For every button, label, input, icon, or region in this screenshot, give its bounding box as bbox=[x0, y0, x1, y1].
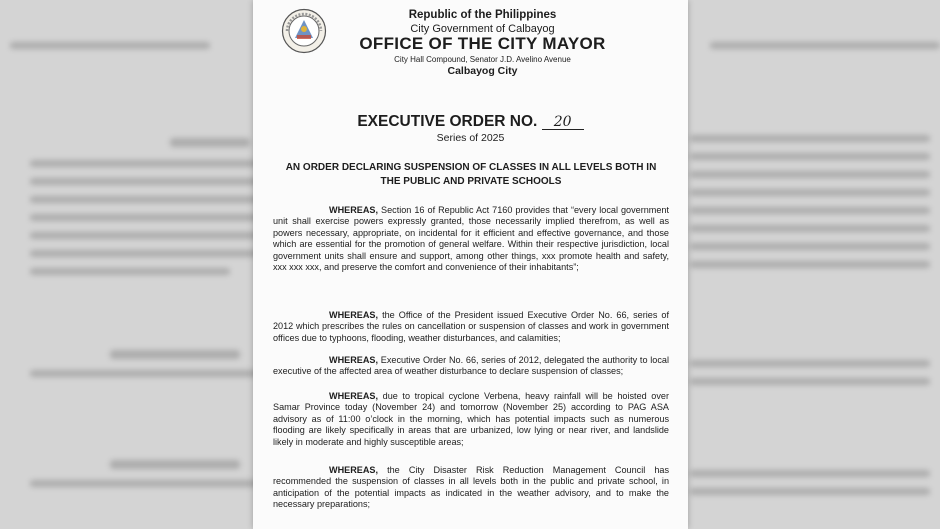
blur-line bbox=[30, 250, 260, 257]
order-number: 20 bbox=[542, 115, 584, 130]
blur-line bbox=[690, 225, 930, 232]
blur-line bbox=[690, 135, 930, 142]
blur-line bbox=[30, 370, 260, 377]
whereas-lead: WHEREAS, bbox=[329, 465, 379, 475]
executive-order-document bbox=[253, 0, 688, 529]
whereas-text: Executive Order No. 66, series of 2012, delegated the authority to local executive of the affected area of weather disturbance to declare suspension of classes; bbox=[273, 355, 669, 377]
blur-line bbox=[170, 138, 250, 147]
header-address: City Hall Compound, Senator J.D. Avelino Avenue bbox=[394, 55, 571, 64]
blur-line bbox=[30, 196, 260, 203]
blur-line bbox=[30, 160, 260, 167]
blur-line bbox=[110, 350, 240, 359]
blur-line bbox=[30, 178, 260, 185]
blur-line bbox=[690, 360, 930, 367]
whereas-lead: WHEREAS, bbox=[329, 355, 379, 365]
blur-line bbox=[30, 268, 230, 275]
blur-line bbox=[690, 207, 930, 214]
blur-line bbox=[690, 488, 930, 495]
header-government: City Government of Calbayog bbox=[410, 23, 555, 35]
whereas-lead: WHEREAS, bbox=[329, 310, 379, 320]
blur-line bbox=[690, 378, 930, 385]
whereas-paragraph bbox=[273, 391, 669, 448]
whereas-paragraph bbox=[273, 465, 669, 511]
whereas-paragraph bbox=[273, 310, 669, 344]
whereas-text: Section 16 of Republic Act 7160 provides that “every local government unit shall exercise powers expressly granted, those necessarily implied therefrom, as well as powers necessary, appropriate, on incidental for it efficient and effective governance, and those which are essential for the promotion of general welfare. Within their respective jurisdiction, local government units shall ensure and support, among other things, xxx promote health and safety, xxx xxx xxx, and preserve the comfort and convenience of their inhabitants”; bbox=[273, 205, 669, 273]
whereas-text: the Office of the President issued Executive Order No. 66, series of 2012 which prescribes the rules on cancellation or suspension of classes and work in government offices due to typhoons, flooding, weather disturbances, and calamities; bbox=[273, 310, 669, 343]
blur-line bbox=[690, 261, 930, 268]
blur-line bbox=[690, 171, 930, 178]
order-title: AN ORDER DECLARING SUSPENSION OF CLASSES IN ALL LEVELS BOTH IN THE PUBLIC AND PRIVATE SCHOOLS bbox=[285, 162, 657, 187]
whereas-lead: WHEREAS, bbox=[329, 391, 379, 401]
blur-line bbox=[30, 480, 260, 487]
blur-line bbox=[690, 243, 930, 250]
blur-line bbox=[30, 214, 260, 221]
order-label: EXECUTIVE ORDER NO. bbox=[357, 113, 538, 130]
blur-line bbox=[690, 153, 930, 160]
header-city: Calbayog City bbox=[447, 65, 518, 77]
header-republic: Republic of the Philippines bbox=[408, 9, 557, 21]
blur-line bbox=[110, 460, 240, 469]
whereas-text: due to tropical cyclone Verbena, heavy rainfall will be hoisted over Samar Province today (November 24) and tomorrow (November 25) according to PAG ASA advisory as of 11:00 o’clock in the morning, which has potential impacts such as numerous flooding are likely specifically in areas that are urbanized, low lying or near river, and landslide likely in moderate and highly susceptible areas; bbox=[273, 391, 669, 447]
whereas-lead: WHEREAS, bbox=[329, 205, 379, 215]
whereas-paragraph bbox=[273, 205, 669, 273]
blur-line bbox=[10, 42, 210, 49]
order-heading bbox=[253, 113, 688, 131]
whereas-paragraph bbox=[273, 355, 669, 378]
blur-line bbox=[690, 189, 930, 196]
order-series: Series of 2025 bbox=[436, 132, 505, 144]
blur-line bbox=[710, 42, 940, 49]
blur-line bbox=[30, 232, 260, 239]
header-office: OFFICE OF THE CITY MAYOR bbox=[359, 34, 606, 53]
whereas-text: the City Disaster Risk Reduction Management Council has recommended the suspension of classes in all levels both in the public and private school, in anticipation of the potential impacts as indicated in the weather advisory, and to make the necessary preparations; bbox=[273, 465, 669, 510]
blur-line bbox=[690, 470, 930, 477]
